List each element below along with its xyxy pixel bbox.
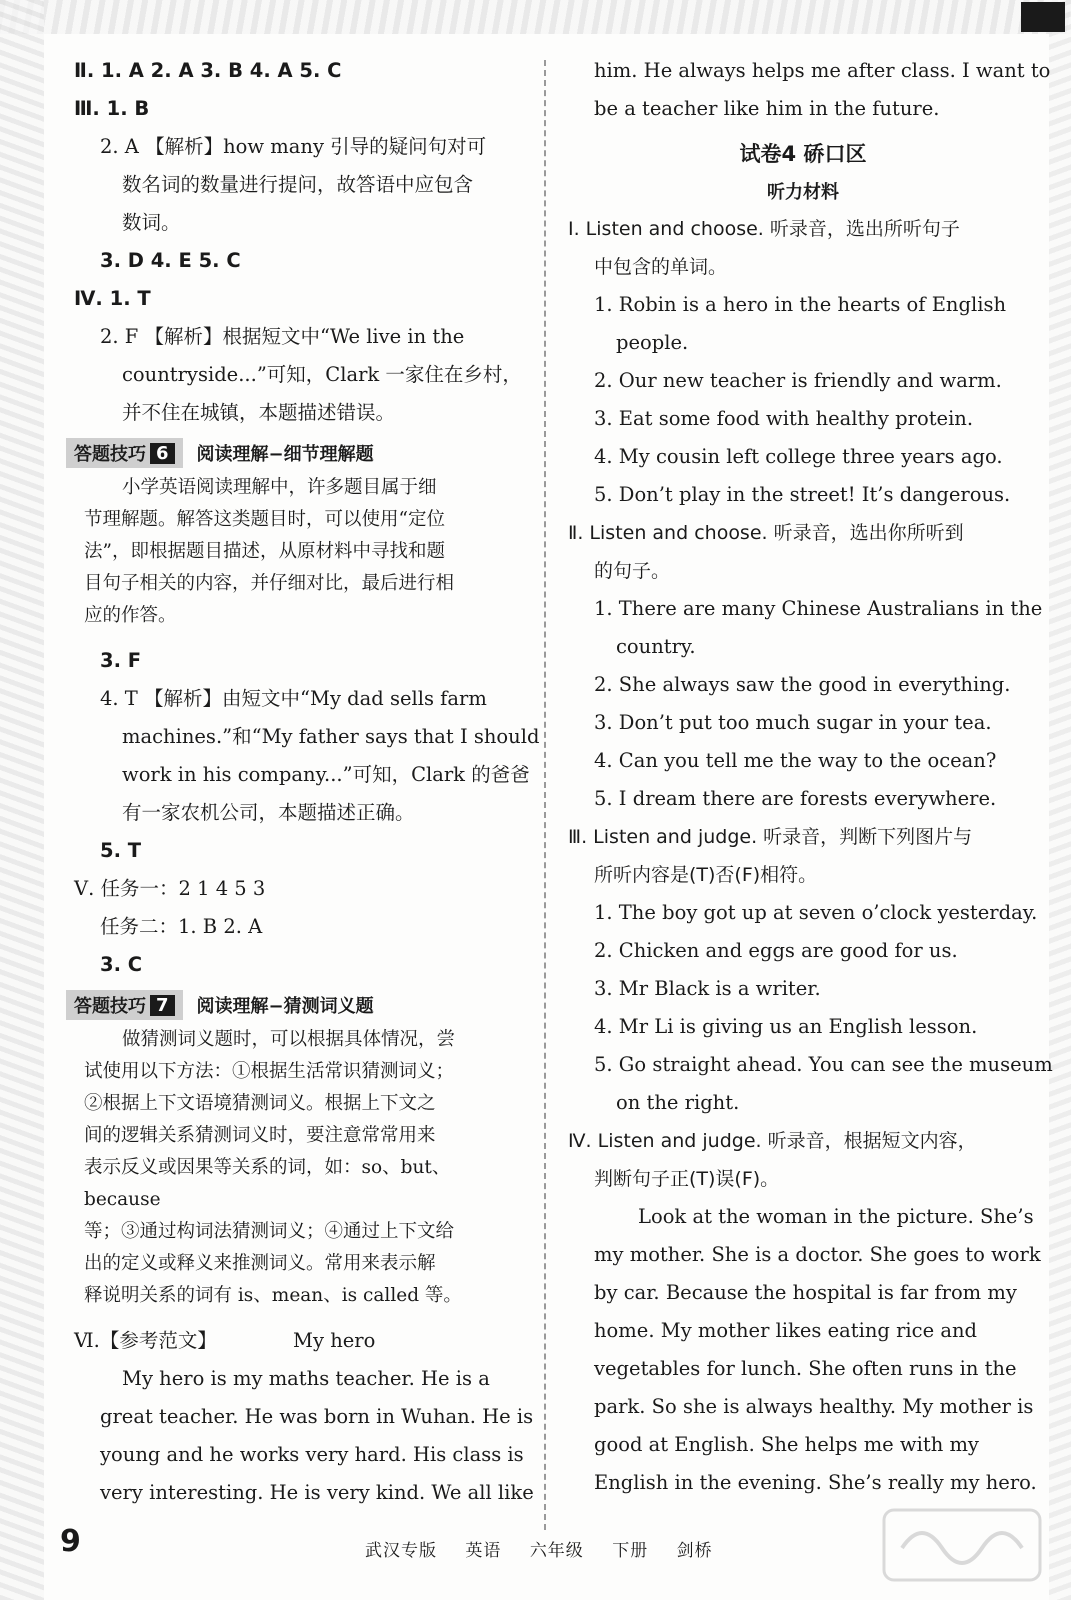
tip-number: 6 <box>150 443 175 464</box>
listening-title: Ⅳ. Listen and judge. 听录音，根据短文内容， <box>568 1130 977 1152</box>
answer-line: 数名词的数量进行提问，故答语中应包含 <box>122 173 474 196</box>
footer-grade: 六年级 <box>529 1541 584 1561</box>
answer-line: 有一家农机公司，本题描述正确。 <box>122 801 415 824</box>
answer-line: 3. F <box>100 649 142 672</box>
answer-line: Ⅱ. 1. A 2. A 3. B 4. A 5. C <box>74 59 342 82</box>
listening-item: 4. My cousin left college three years ago. <box>594 445 1003 468</box>
answer-line: 并不住在城镇，本题描述错误。 <box>122 401 396 424</box>
tip-line: 等；③通过构词法猜测词义；④通过上下文给 <box>84 1221 455 1242</box>
listening-title: Ⅲ. Listen and judge. 听录音，判断下列图片与 <box>568 826 973 848</box>
answer-line: 3. C <box>100 953 143 976</box>
footer-edition: 武汉专版 <box>365 1541 437 1561</box>
passage-line: Look at the woman in the picture. She’s <box>638 1205 1034 1228</box>
listening-item: 4. Can you tell me the way to the ocean? <box>594 749 997 772</box>
tip-line: 释说明关系的词有 is、mean、is called 等。 <box>84 1285 462 1306</box>
tip-line: 试使用以下方法：①根据生活常识猜测词义； <box>84 1061 455 1082</box>
listening-item: 3. Mr Black is a writer. <box>594 977 821 1000</box>
listening-title: Ⅱ. Listen and choose. 听录音，选出你所听到 <box>568 522 964 544</box>
listening-item: 3. Eat some food with healthy protein. <box>594 407 974 430</box>
essay-header <box>74 1322 524 1360</box>
listening-item: 2. Our new teacher is friendly and warm. <box>594 369 1002 392</box>
essay-title: My hero <box>293 1329 376 1352</box>
answer-line: 5. T <box>100 839 142 862</box>
page-edge-top <box>0 0 1071 34</box>
left-column <box>74 52 540 1512</box>
watermark-logo <box>882 1508 1042 1582</box>
tip-label: 答题技巧 <box>74 996 146 1017</box>
tip-line: 表示反义或因果等关系的词，如：so、but、because <box>84 1157 451 1210</box>
listening-item: 1. There are many Chinese Australians in the <box>594 597 1043 620</box>
passage-line: good at English. She helps me with my <box>594 1433 979 1456</box>
passage-line: by car. Because the hospital is far from my <box>594 1281 1017 1304</box>
tip-line: ②根据上下文语境猜测词义。根据上下文之 <box>84 1093 436 1114</box>
section-subheading: 听力材料 <box>767 182 839 203</box>
listening-item: 1. Robin is a hero in the hearts of English <box>594 293 1007 316</box>
corner-mark <box>1021 2 1065 32</box>
essay-line: very interesting. He is very kind. We all like <box>100 1481 534 1504</box>
listening-item: 3. Don’t put too much sugar in your tea. <box>594 711 992 734</box>
footer-info <box>365 1536 735 1561</box>
tip-label-box <box>66 990 183 1020</box>
answer-line: 2. F 【解析】根据短文中“We live in the <box>100 325 465 348</box>
answer-line: 4. T 【解析】由短文中“My dad sells farm <box>100 687 487 710</box>
essay-line: My hero is my maths teacher. He is a <box>122 1367 490 1390</box>
tip-line: 应的作答。 <box>84 605 177 626</box>
listening-title: 中包含的单词。 <box>594 256 728 278</box>
answer-line: 3. D 4. E 5. C <box>100 249 241 272</box>
listening-title: 判断句子正(T)误(F)。 <box>594 1168 780 1190</box>
tip-body-6 <box>74 472 524 632</box>
tip-title: 阅读理解−猜测词义题 <box>196 996 374 1017</box>
tip-line: 小学英语阅读理解中，许多题目属于细 <box>122 477 437 498</box>
section-heading: 试卷4 硚口区 <box>739 142 867 166</box>
passage-line: English in the evening. She’s really my hero. <box>594 1471 1037 1494</box>
listening-title: Ⅰ. Listen and choose. 听录音，选出所听句子 <box>568 218 960 240</box>
answer-line: 任务二：1. B 2. A <box>100 915 263 938</box>
tip-label: 答题技巧 <box>74 444 146 465</box>
tip-label-box <box>66 438 183 468</box>
page-edge-right <box>1049 0 1071 1600</box>
answer-line: Ⅲ. 1. B <box>74 97 150 120</box>
essay-line: him. He always helps me after class. I want to <box>594 59 1051 82</box>
column-divider <box>544 60 546 1530</box>
footer-subject: 英语 <box>465 1541 502 1561</box>
tip-line: 法”，即根据题目描述，从原材料中寻找和题 <box>84 541 445 562</box>
tip-line: 间的逻辑关系猜测词义时，要注意常常用来 <box>84 1125 436 1146</box>
tip-line: 出的定义或释义来推测词义。常用来表示解 <box>84 1253 436 1274</box>
listening-item: country. <box>616 635 696 658</box>
answer-line: countryside...”可知，Clark 一家住在乡村， <box>122 363 522 386</box>
passage-line: my mother. She is a doctor. She goes to work <box>594 1243 1041 1266</box>
tip-header-7 <box>66 988 524 1022</box>
listening-item: 2. Chicken and eggs are good for us. <box>594 939 958 962</box>
listening-item: 5. Don’t play in the street! It’s dangerous. <box>594 483 1011 506</box>
answer-line: 数词。 <box>122 211 181 234</box>
answer-line: work in his company...”可知，Clark 的爸爸 <box>122 763 530 786</box>
passage-line: home. My mother likes eating rice and <box>594 1319 977 1342</box>
essay-line: young and he works very hard. His class is <box>100 1443 524 1466</box>
page-number: 9 <box>60 1524 81 1559</box>
listening-item: on the right. <box>616 1091 740 1114</box>
tip-line: 做猜测词义题时，可以根据具体情况，尝 <box>122 1029 456 1050</box>
page-edge-left <box>0 0 44 1600</box>
right-column <box>568 52 1053 1502</box>
answer-line: machines.”和“My father says that I should <box>122 725 540 748</box>
listening-item: people. <box>616 331 689 354</box>
essay-label: Ⅵ.【参考范文】 <box>74 1329 217 1352</box>
listening-item: 4. Mr Li is giving us an English lesson. <box>594 1015 978 1038</box>
listening-title: 的句子。 <box>594 560 671 582</box>
footer-publisher: 剑桥 <box>676 1541 713 1561</box>
listening-item: 5. I dream there are forests everywhere. <box>594 787 997 810</box>
listening-item: 5. Go straight ahead. You can see the museum <box>594 1053 1053 1076</box>
footer-volume: 下册 <box>612 1541 649 1561</box>
tip-line: 目句子相关的内容，并仔细对比，最后进行相 <box>84 573 455 594</box>
answer-line: Ⅳ. 1. T <box>74 287 151 310</box>
tip-number: 7 <box>150 995 175 1016</box>
passage-line: park. So she is always healthy. My mother is <box>594 1395 1034 1418</box>
essay-line: great teacher. He was born in Wuhan. He is <box>100 1405 534 1428</box>
tip-line: 节理解题。解答这类题目时，可以使用“定位 <box>84 509 445 530</box>
listening-item: 1. The boy got up at seven o’clock yesterday. <box>594 901 1038 924</box>
listening-title: 所听内容是(T)否(F)相符。 <box>594 864 818 886</box>
essay-line: be a teacher like him in the future. <box>594 97 940 120</box>
passage-line: vegetables for lunch. She often runs in the <box>594 1357 1017 1380</box>
listening-item: 2. She always saw the good in everything. <box>594 673 1011 696</box>
answer-line: Ⅴ. 任务一：2 1 4 5 3 <box>74 877 266 900</box>
tip-header-6 <box>66 436 524 470</box>
tip-title: 阅读理解−细节理解题 <box>196 444 374 465</box>
tip-body-7 <box>74 1024 524 1312</box>
answer-line: 2. A 【解析】how many 引导的疑问句对可 <box>100 135 487 158</box>
